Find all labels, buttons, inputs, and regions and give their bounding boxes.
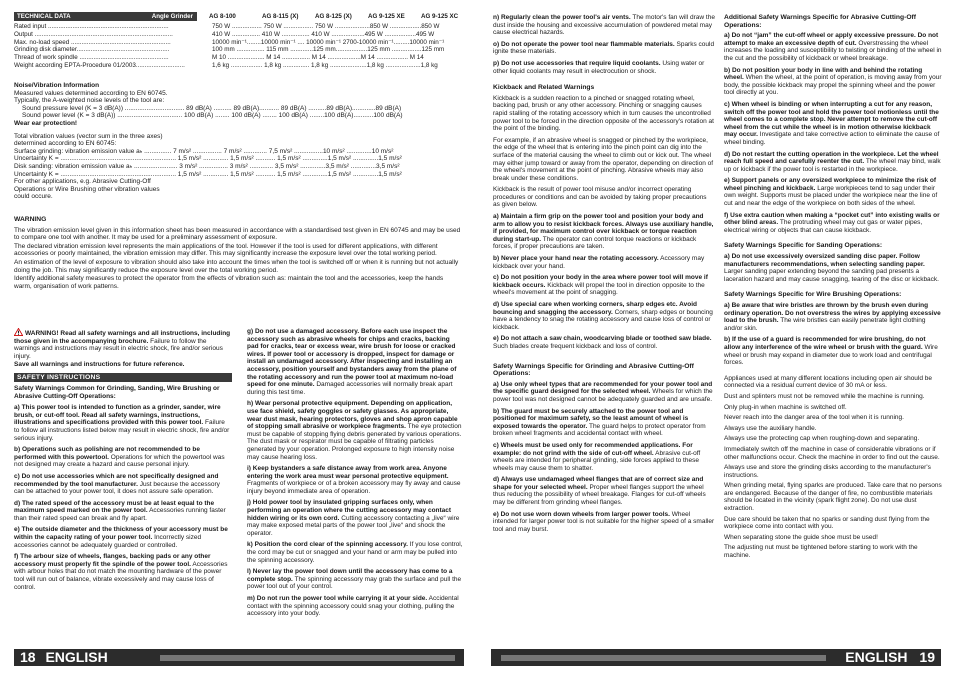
warning-item-text: Kickback will propel the tool in direction opposite to the wheel's movement at the point of snagging.: [493, 281, 705, 297]
row-label: Weight according EPTA-Procedure 01/2003............................: [14, 61, 185, 69]
noise-intro-1: Measured values determined according to EN 60745.: [14, 89, 168, 97]
warning-paragraph: Identify additional safety measures to protect the operator from the effects of vibration such as: maintain the tool and the accessories, keep the hands warm, organisation of work patterns.: [14, 275, 444, 290]
warning-item: [493, 41, 715, 56]
warning-item-lead: b) If the use of a guard is recommended for wire brushing, do not allow any interference of the wire wheel or brush with the guard.: [724, 336, 926, 351]
warning-item: Appliances used at many different locations including open air should be connected via a residual current device of 30 mA or less.: [724, 374, 933, 390]
table-row: [14, 54, 462, 62]
warning-item: [493, 442, 715, 472]
warning-item: [14, 446, 232, 469]
warning-item: [493, 301, 715, 331]
table-row: [14, 31, 462, 39]
kickback-paragraph: For example, if an abrasive wheel is snagged or pinched by the workpiece, the edge of the wheel that is entering into the pinch point can dig into the surface of the material causing the wheel to climb out or kick out. The wheel may either jump toward or away from the operator, depending on direction of the wheel's movement at the point of pinching. Abrasive wheels may also break under these conditions.: [493, 136, 714, 182]
technical-data-header: [14, 12, 462, 21]
warning-item-text: Operations for which the powertool was not designed may create a hazard and cause personal injury.: [14, 453, 225, 469]
maintenance-warnings-list: [493, 14, 715, 75]
warning-item: [14, 553, 232, 591]
warning-item-text: Wheels for which the power tool was not designed cannot be adequately guarded and are unsafe.: [493, 388, 713, 403]
warning-item-text: The guard helps to protect operator from broken wheel fragments and accidental contact with wheel.: [493, 422, 706, 438]
warning-item: [247, 328, 463, 396]
uncertainty-row-2: Uncertainty K = ................................................................ 1,5 m/s² .............. 1,5 m/s² ........... 1,5 m/s² ..............1,5 m/s² ..............1,5 m/s²: [14, 170, 402, 178]
noise-vibration-section: [14, 82, 462, 201]
warning-item: [724, 302, 942, 332]
table-row: [14, 39, 462, 47]
wire-brushing-warnings-heading: Safety Warnings Specific for Wire Brushing Operations:: [724, 291, 902, 299]
table-row: [14, 62, 462, 70]
warning-item: [724, 253, 942, 283]
safety-instructions-heading: SAFETY INSTRUCTIONS: [14, 373, 232, 382]
warning-item-lead: b) The guard must be securely attached to the power tool and positioned for maximum safety, so the least amount of wheel is exposed towards the operator.: [493, 407, 689, 430]
other-applications-2: Operations or Wire Brushing other vibration values: [14, 185, 160, 193]
model-header-1: AG 8-100: [209, 13, 236, 20]
sanding-warnings-list: [724, 253, 942, 283]
warning-item-lead: j) Hold power tool by insulated gripping surfaces only, when performing an operation where the cutting accessory may contact hidden wiring or its own cord.: [247, 499, 452, 522]
row-label: Grinding disk diameter.....................................................: [14, 46, 170, 54]
warning-item-text: Using water or other liquid coolants may result in electrocution or shock.: [493, 59, 705, 75]
warning-paragraph: The vibration emission level given in this information sheet has been measured in accordance with a standardised test given in EN 60745 and may be used to compare one tool with another. It may be used for a preliminary assessment of exposure.: [14, 226, 461, 242]
warning-item-lead: e) Do not attach a saw chain, woodcarving blade or toothed saw blade.: [493, 335, 712, 343]
noise-intro-2: Typically, the A-weighted noise levels of the tool are:: [14, 97, 165, 105]
warning-item-text: Corners, sharp edges or bouncing have a tendency to snag the rotating accessory and cause loss of control or kickback.: [493, 308, 713, 331]
table-row: [14, 46, 462, 54]
warning-item-lead: h) Wear personal protective equipment. Depending on application, use face shield, safety goggles or safety glasses. As appropriate, wear dust mask, hearing protectors, gloves and shop apron capable of stopping small abrasive or workpiece fragments.: [247, 400, 458, 431]
warning-item: [14, 500, 232, 523]
warning-item-lead: c) When wheel is binding or when interrupting a cut for any reason, switch off the power tool and hold the power tool motionless until the wheel comes to a complete stop. Never attempt to remove the cut-off wheel from the cut while the wheel is in motion otherwise kickback may occur.: [724, 100, 939, 139]
row-values: M 10 ..................... M 14 ................ M 14 ...................M 14 .................. M 14: [212, 54, 424, 62]
warning-item-lead: b) Do not position your body in line with and behind the rotating wheel.: [724, 66, 923, 82]
column-c: [493, 14, 715, 644]
footer-divider: [160, 655, 455, 661]
cutoff-warnings-list: [724, 32, 942, 234]
right-page: [477, 0, 954, 677]
row-label: Rated input .....................................................................: [14, 23, 169, 30]
warning-item-text: Such blades create frequent kickback and loss of control.: [493, 342, 658, 350]
warning-item-text: Incorrectly sized accessories cannot be adequately guarded or controlled.: [14, 534, 202, 549]
warning-item-text: The spinning accessory may grab the surface and pull the power tool out of your control.: [247, 575, 462, 591]
warning-item-text: If you lose control, the cord may be cut or snagged and your hand or arm may be pulled into the spinning accessory.: [247, 541, 463, 564]
warning-item-lead: p) Do not use accessories that require liquid coolants.: [493, 59, 661, 67]
warning-item-lead: g) Do not use a damaged accessory. Before each use inspect the accessory such as abrasive wheels for chips and cracks, backing pad for cracks, tear or excess wear, wire brush for loose or cracked wires. If power tool or accessory is dropped, inspect for damage or install an undamaged accessory. After inspecting and installing an accessory, position yourself and bystanders away from the plane of the rotating accessory and run the power tool at maximum no-load speed for one minute.: [247, 328, 457, 389]
warning-item: [247, 465, 463, 495]
warning-item: [724, 177, 942, 207]
warning-item-text: Wheel intended for larger power tool is not suitable for the higher speed of a smaller tool and may burst.: [493, 510, 715, 533]
warning-item: Always use the auxiliary handle.: [724, 424, 817, 432]
warning-item-text: The protruding wheel may cut gas or water pipes, electrical wiring or objects that can cause kickback.: [724, 219, 923, 234]
warning-item: [14, 473, 232, 496]
warning-item: [14, 404, 232, 442]
warning-item-text: Wire wheel or brush may expand in diameter due to work load and centrifugal forces.: [724, 343, 938, 367]
warning-item-lead: d) Do not restart the cutting operation in the workpiece. Let the wheel reach full speed and carefully reenter the cut.: [724, 150, 939, 166]
warning-item-text: When the wheel, at the point of operation, is moving away from your body, the possible kickback may propel the spinning wheel and the power tool directly at you.: [724, 74, 942, 97]
wire-brushing-warnings-list: [724, 302, 942, 367]
warning-item-lead: b) Operations such as polishing are not recommended to be performed with this powertool.: [14, 446, 201, 461]
warning-item-text: Cutting accessory contacting a „live“ wire may make exposed metal parts of the power tool „live“ and shock the operator.: [247, 514, 460, 537]
warning-item-lead: m) Do not run the power tool while carrying it at your side.: [247, 595, 428, 602]
warning-item-text: Proper wheel flanges support the wheel thus reducing the possibility of wheel breakage. Flanges for cut-off wheels may be different from grinding wheel flanges.: [493, 483, 706, 507]
grinding-warnings-list: [493, 381, 715, 534]
disk-sanding-row: Disk sanding: vibration emission value aₕ ........................ 3 m/s² ................ 3 m/s² ............. 3,5 m/s² ..............3,5 m/s² ..............3,5 m/s²: [14, 162, 400, 170]
warning-item-lead: d) Always use undamaged wheel flanges that are of correct size and shape for your selected wheel.: [493, 476, 704, 491]
warning-item-lead: c) Wheels must be used only for recommended applications. For example: do not grind with the side of cut-off wheel.: [493, 441, 693, 457]
warning-item-lead: e) Do not use worn down wheels from larger power tools.: [493, 510, 670, 518]
warning-paragraph: The declared vibration emission level represents the main applications of the tool. However if the tool is used for different applications, with different accessories or poorly maintained, the vibration emission may differ. This may significantly increase the exposure level over the total working period.: [14, 242, 438, 258]
warning-item: [724, 336, 942, 366]
row-label: Thread of work spindle ...................................................: [14, 54, 169, 62]
warning-item-text: Just because the accessory can be attached to your power tool, it does not assure safe operation.: [14, 480, 220, 496]
warning-item: [493, 255, 715, 270]
page-number-left: 18: [20, 649, 36, 665]
warning-item: [493, 381, 715, 404]
other-applications-3: could occure.: [14, 193, 53, 201]
row-values: 10000 min⁻¹........10000 min⁻¹ .... 10000 min⁻¹ 2700-10000 min⁻¹.........10000 min⁻¹: [212, 38, 445, 46]
warning-item: Only plug-in when machine is switched off.: [724, 403, 847, 411]
accessory-warnings-list: [247, 328, 463, 618]
warning-item: [247, 541, 463, 564]
warning-item: [493, 274, 715, 297]
warning-item-lead: f) Use extra caution when making a “pocket cut” into existing walls or other blind areas.: [724, 211, 940, 227]
warning-item-text: Abrasive cut-off wheels are intended for peripheral grinding, side forces applied to these wheels may cause them to shatter.: [493, 449, 701, 472]
warning-item: [493, 476, 715, 506]
warning-item-text: Accessories running faster than their rated speed can break and fly apart.: [14, 507, 226, 522]
warning-item: Due care should be taken that no sparks or sanding dust flying from the workpiece come into contact with you.: [724, 515, 930, 531]
warning-item-text: The wire bristles can easily penetrate light clothing and/or skin.: [724, 317, 926, 332]
model-header-3: AG 8-125 (X): [315, 13, 352, 20]
warning-item-lead: d) The rated speed of the accessory must be at least equal to the maximum speed marked on the power tool.: [14, 499, 215, 515]
sound-power-row: Sound power level (K = 3 dB(A)) .................................... 100 dB(A) ........ 100 dB(A) ........ 100 dB(A) ........100 dB(A)...........100 dB(A): [22, 112, 403, 120]
warning-item-text: Larger sanding paper extending beyond the sanding pad presents a laceration hazard and may cause snagging, tearing of the disc or kickback.: [724, 268, 939, 283]
warning-title: WARNING: [14, 216, 47, 223]
warning-item-text: Accessories with arbour holes that do not match the mounting hardware of the power tool will run out of balance, vibrate excessively and may cause loss of control.: [14, 560, 228, 591]
row-label: Max. no-load speed .........................................................: [14, 38, 171, 46]
common-warnings-list: [14, 404, 232, 591]
row-label: Output ...............................................................................: [14, 30, 173, 38]
noise-title: Noise/Vibration Information: [14, 82, 100, 89]
warning-item-lead: c) Do not use accessories which are not specifically designed and recommended by the tool manufacturer.: [14, 472, 219, 488]
warning-item-lead: e) Support panels or any oversized workpiece to minimize the risk of wheel pinching and kickback.: [724, 177, 937, 192]
warning-item-lead: o) Do not operate the power tool near flammable materials.: [493, 40, 675, 48]
warning-item-lead: c) Do not position your body in the area where power tool will move if kickback occurs.: [493, 274, 708, 289]
kickback-warnings-list: [493, 213, 715, 351]
vibration-intro-1: Total vibration values (vector sum in the three axes): [14, 132, 163, 140]
column-a: [14, 328, 232, 644]
warning-item: Immediately switch off the machine in case of considerable vibrations or if other malfunctions occur. Check the machine in order to find out the cause.: [724, 445, 940, 461]
column-b: [247, 328, 463, 644]
column-d: [724, 14, 942, 644]
vibration-warning-section: [14, 211, 462, 294]
page-number-right: 19: [919, 649, 935, 665]
cutoff-warnings-heading: Additional Safety Warnings Specific for Abrasive Cutting-Off Operations:: [724, 14, 916, 29]
product-name: Angle Grinder: [151, 13, 193, 20]
warning-item-text: Failure to follow all instructions listed below may result in electric shock, fire and/or serious injury.: [14, 419, 230, 442]
footer-divider: [501, 655, 826, 661]
warning-item: [724, 32, 942, 62]
warning-item-lead: n) Regularly clean the power tool's air vents.: [493, 14, 631, 21]
warning-item-text: Damaged accessories will normally break apart during this test time.: [247, 381, 453, 396]
warning-item: Always use the protecting cap when roughing-down and separating.: [724, 435, 920, 443]
warning-item-lead: i) Keep bystanders a safe distance away from work area. Anyone entering the work area must wear personal protective equipment.: [247, 465, 449, 480]
model-header-5: AG 9-125 XC: [421, 13, 459, 20]
warning-item: When separating stone the guide shoe must be used!: [724, 533, 878, 541]
warning-item-text: The eye protection must be capable of stopping flying debris generated by various operations. The dust mask or respirator must be capable of filtrating particles generated by your operation. Prolonged exposure to high intensity noise may cause hearing loss.: [247, 423, 462, 461]
warning-item-lead: a) Do not “jam” the cut-off wheel or apply excessive pressure. Do not attempt to make an excessive depth of cut.: [724, 32, 939, 47]
warning-item-text: Fragments of workpiece or of a broken accessory may fly away and cause injury beyond immediate area of operation.: [247, 480, 461, 495]
warning-item: [14, 526, 232, 549]
warning-item-text: Accessory may kickback over your hand.: [493, 255, 705, 270]
warning-item-text: The motor's fan will draw the dust inside the housing and excessive accumulation of powdered metal may cause electrical hazards.: [493, 14, 715, 37]
warning-item-text: Large workpieces tend to sag under their own weight. Supports must be placed under the workpiece near the line of cut and near the edge of the workpiece on both sides of the wheel.: [724, 184, 938, 208]
table-row: [14, 23, 462, 31]
kickback-paragraph: Kickback is a sudden reaction to a pinched or snagged rotating wheel, backing pad, brush or any other accessory. Pinching or snagging causes rapid stalling of the rotating accessory which in turn causes the uncontrolled power tool to be forced in the direction opposite of the accessory's rotation at the point of the binding.: [493, 94, 714, 133]
save-instructions-note: Save all warnings and instructions for future reference.: [14, 361, 185, 369]
language-label-right: ENGLISH: [845, 649, 908, 665]
warning-item: Never reach into the danger area of the tool when it is running.: [724, 414, 904, 422]
warning-item-lead: l) Never lay the power tool down until the accessory has come to a complete stop.: [247, 568, 453, 583]
kickback-heading: Kickback and Related Warnings: [493, 84, 595, 92]
warning-item: [493, 511, 715, 534]
warning-item-text: Overstressing the wheel increases the loading and susceptibility to twisting or binding of the wheel in the cut and the possibility of kickback or wheel breakage.: [724, 39, 942, 62]
row-values: 410 W ................ 410 W ................ 410 W ...................495 W ..................495 W: [212, 30, 435, 38]
grinding-warnings-heading: Safety Warnings Specific for Grinding and Abrasive Cutting-Off Operations:: [493, 362, 694, 378]
warning-item: When grinding metal, flying sparks are produced. Take care that no persons are endangered. Because of the danger of fire, no combustible materials should be located in the vicinity (spark flight zone). Do not use dust extraction.: [724, 482, 942, 513]
warning-item-text: Sparks could ignite these materials.: [493, 40, 715, 56]
warning-item-text: The wheel may bind, walk up or kickback if the power tool is restarted in the workpiece.: [724, 158, 941, 173]
warning-item: [724, 151, 942, 174]
surface-grinding-row: Surface grinding: vibration emission value aₕ ............... 7 m/s² ................ 7 m/s² ............. 7,5 m/s² ................10 m/s² ..............10 m/s²: [14, 147, 394, 155]
warning-item-lead: f) The arbour size of wheels, flanges, backing pads or any other accessory must properly fit the spindle of the power tool.: [14, 553, 211, 568]
warning-item: Always use and store the grinding disks according to the manufacturer's instructions.: [724, 464, 931, 479]
warning-item-lead: b) Never place your hand near the rotating accessory.: [493, 255, 659, 263]
language-label-left: ENGLISH: [45, 649, 108, 665]
warning-item-lead: a) Use only wheel types that are recommended for your power tool and the specific guard designed for the selected wheel.: [493, 380, 713, 396]
warning-item: [724, 101, 942, 147]
general-notes-list: [724, 375, 942, 560]
warning-item: [247, 499, 463, 537]
row-values: 750 W ................. 750 W ................. 750 W ....................850 W ..................850 W: [212, 23, 440, 30]
ear-protection-note: Wear ear protection!: [14, 119, 78, 127]
row-values: 100 mm ................ 115 mm .............125 mm..................125 mm .................125 mm: [212, 46, 445, 54]
warning-item: [493, 60, 715, 75]
warning-item-lead: a) Maintain a firm grip on the power tool and position your body and arm to allow you to resist kickback forces. Always use auxiliary handle, if provided, for maximum control over kickback or torque reaction during start-up.: [493, 213, 714, 243]
sanding-warnings-heading: Safety Warnings Specific for Sanding Operations:: [724, 242, 883, 250]
warning-item: [493, 14, 715, 37]
right-footer-bar: [491, 649, 941, 666]
warning-item: [247, 595, 463, 618]
warning-item-lead: a) Be aware that wire bristles are thrown by the brush even during ordinary operation. Do not overstress the wires by applying excessive load to the brush.: [724, 302, 941, 325]
warning-item: [493, 335, 715, 350]
warning-item-lead: a) This power tool is intended to function as a grinder, sander, wire brush, or cut-off tool. Read all safety warnings, instructions, illustrations and specifications provided with this power tool.: [14, 404, 221, 427]
warning-item-text: Accidental contact with the spinning accessory could snag your clothing, pulling the accessory into your body.: [247, 595, 459, 618]
warning-item: [724, 212, 942, 235]
warning-item: [724, 67, 942, 97]
row-values: 1,6 kg .................. 1,8 kg ............... 1,8 kg .....................1,8 kg ....................1,8 kg: [212, 61, 438, 69]
warning-item-text: The operator can control torque reactions or kickback forces, if proper precautions are taken.: [493, 235, 697, 251]
uncertainty-row-1: Uncertainty K = ................................................................ 1,5 m/s² .............. 1,5 m/s² ........... 1,5 m/s² ..............1,5 m/s² ..............1,5 m/s²: [14, 155, 402, 163]
warning-triangle-icon: [14, 328, 23, 336]
warning-item: [247, 400, 463, 461]
warning-paragraph: An estimation of the level of exposure to vibration should also take into account the times when the tool is switched off or when it is running but not actually doing the job. This may significantly reduce the exposure level over the total working period.: [14, 258, 459, 274]
left-footer-bar: [14, 649, 464, 666]
technical-data-title-bar: [14, 12, 197, 21]
warning-item: [493, 213, 715, 251]
warning-item-lead: k) Position the cord clear of the spinning accessory.: [247, 541, 408, 549]
warning-item: The adjusting nut must be tightened before starting to work with the machine.: [724, 544, 918, 560]
warning-item-lead: d) Use special care when working corners, sharp edges etc. Avoid bouncing and snagging the accessory.: [493, 301, 697, 316]
technical-data-table: [14, 23, 462, 70]
warning-item-text: Investigate and take corrective action to eliminate the cause of wheel binding.: [724, 131, 940, 146]
warning-item: [247, 568, 463, 591]
warning-item-lead: a) Do not use excessively oversized sanding disc paper. Follow manufacturers recommendations, when selecting sanding paper.: [724, 253, 925, 268]
warning-item: Dust and splinters must not be removed while the machine is running.: [724, 392, 925, 400]
technical-data-heading: TECHNICAL DATA: [17, 13, 71, 20]
warning-item: [493, 408, 715, 438]
read-warnings-note: WARNING! Read all safety warnings and all instructions, including those given in the accompanying brochure. Failure to follow the warnings and instructions may result in electric shock, fire and/or serious injury.: [14, 330, 231, 360]
model-header-4: AG 9-125 XE: [368, 13, 405, 20]
model-header-2: AG 8-115 (X): [262, 13, 299, 20]
common-warnings-heading: Safety Warnings Common for Grinding, Sanding, Wire Brushing or Abrasive Cutting-Off Operations:: [14, 384, 220, 400]
sound-pressure-row: Sound pressure level (K = 3 dB(A)) ................................. 89 dB(A) .......... 89 dB(A)........... 89 dB(A) ..........89 dB(A).............89 dB(A): [22, 104, 402, 112]
warning-item-lead: e) The outside diameter and the thickness of your accessory must be within the capacity rating of your power tool.: [14, 526, 228, 542]
other-applications-1: For other applications, e.g. Abrasive Cutting-Off: [14, 178, 151, 186]
vibration-intro-2: determined according to EN 60745:: [14, 140, 117, 148]
kickback-paragraph: Kickback is the result of power tool misuse and/or incorrect operating procedures or conditions and can be avoided by taking proper precautions as given below.: [493, 186, 707, 209]
